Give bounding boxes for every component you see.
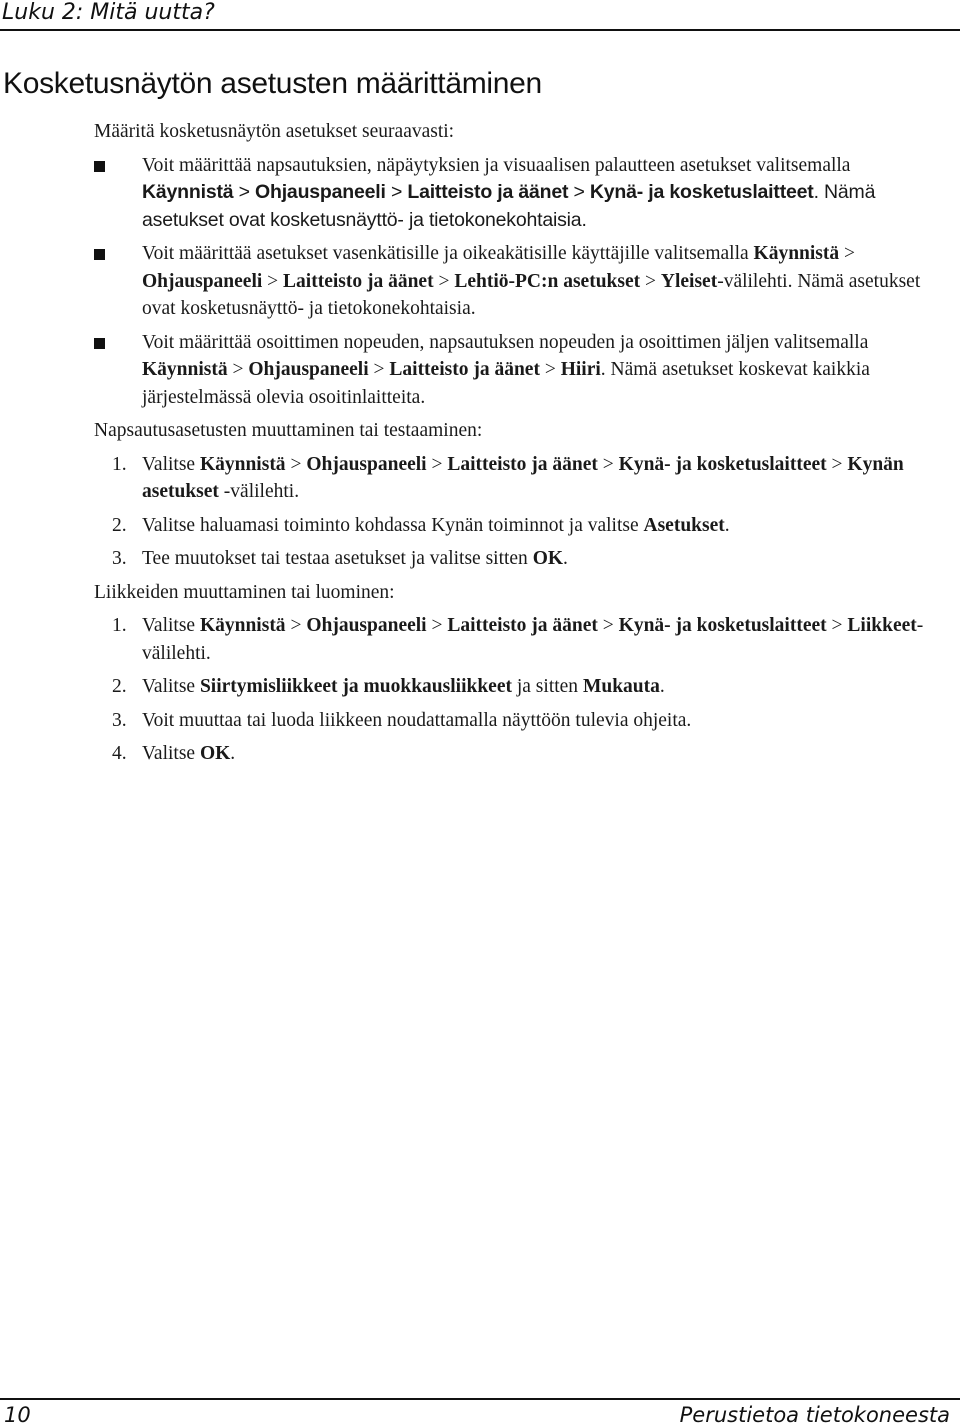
settings-bullet-list	[94, 152, 924, 412]
square-bullet-icon	[94, 338, 105, 349]
step-number: 3.	[112, 548, 127, 569]
bullet-item: Voit määrittää napsautuksien, näpäytyksien ja visuaalisen palautteen asetukset valitsemalla Käynnistä > Ohjauspaneeli > Laitteisto ja äänet > Kynä- ja kosketuslaitteet. Nämä asetukset ovat kosketusnäyttö- ja tietokonekohtaisia.	[94, 152, 924, 235]
step-item: 1. Valitse Käynnistä > Ohjauspaneeli > Laitteisto ja äänet > Kynä- ja kosketuslaitteet > Liikkeet-välilehti.	[94, 612, 924, 667]
step-number: 3.	[112, 709, 127, 731]
step-number: 1.	[112, 453, 127, 475]
footer-rule	[0, 1398, 960, 1400]
bullet-item: Voit määrittää asetukset vasenkätisille ja oikeakätisille käyttäjille valitsemalla Käynnistä > Ohjauspaneeli > Laitteisto ja äänet > Lehtiö-PC:n asetukset > Yleiset-välilehti. Nämä asetukset ovat kosketusnäyttö- ja tietokonekohtaisia.	[94, 240, 924, 323]
click-settings-steps	[94, 451, 924, 573]
step-number: 1.	[112, 615, 127, 636]
main-content	[94, 118, 924, 774]
intro-text: Määritä kosketusnäytön asetukset seuraavasti:	[94, 121, 455, 142]
step-number: 4.	[112, 743, 127, 764]
step-item: 2. Valitse Siirtymisliikkeet ja muokkausliikkeet ja sitten Mukauta.	[94, 673, 924, 701]
square-bullet-icon	[94, 161, 105, 172]
page-number: 10	[4, 1403, 31, 1427]
chapter-title: Luku 2: Mitä uutta?	[2, 0, 215, 25]
bullet-item: Voit määrittää osoittimen nopeuden, napsautuksen nopeuden ja osoittimen jäljen valitsemalla Käynnistä > Ohjauspaneeli > Laitteisto ja äänet > Hiiri. Nämä asetukset koskevat kaikkia järjestelmässä olevia osoitinlaitteita.	[94, 329, 924, 412]
page-title: Kosketusnäytön asetusten määrittäminen	[3, 67, 542, 100]
section-heading-gestures: Liikkeiden muuttaminen tai luominen:	[94, 581, 395, 603]
step-item: 3. Voit muuttaa tai luoda liikkeen noudattamalla näyttöön tulevia ohjeita.	[94, 707, 924, 735]
step-item: 3. Tee muutokset tai testaa asetukset ja valitse sitten OK.	[94, 545, 924, 573]
gesture-steps	[94, 612, 924, 768]
step-item: 2. Valitse haluamasi toiminto kohdassa Kynän toiminnot ja valitse Asetukset.	[94, 512, 924, 540]
step-number: 2.	[112, 676, 127, 697]
square-bullet-icon	[94, 249, 105, 260]
step-item: 1. Valitse Käynnistä > Ohjauspaneeli > Laitteisto ja äänet > Kynä- ja kosketuslaitteet > Kynän asetukset -välilehti.	[94, 451, 924, 506]
header-rule	[0, 29, 960, 31]
section-heading-click-settings: Napsautusasetusten muuttaminen tai testaaminen:	[94, 420, 483, 441]
page-header	[0, 0, 960, 30]
footer-book-title: Perustietoa tietokoneesta	[679, 1403, 950, 1427]
step-item: 4. Valitse OK.	[94, 740, 924, 768]
step-number: 2.	[112, 514, 127, 536]
